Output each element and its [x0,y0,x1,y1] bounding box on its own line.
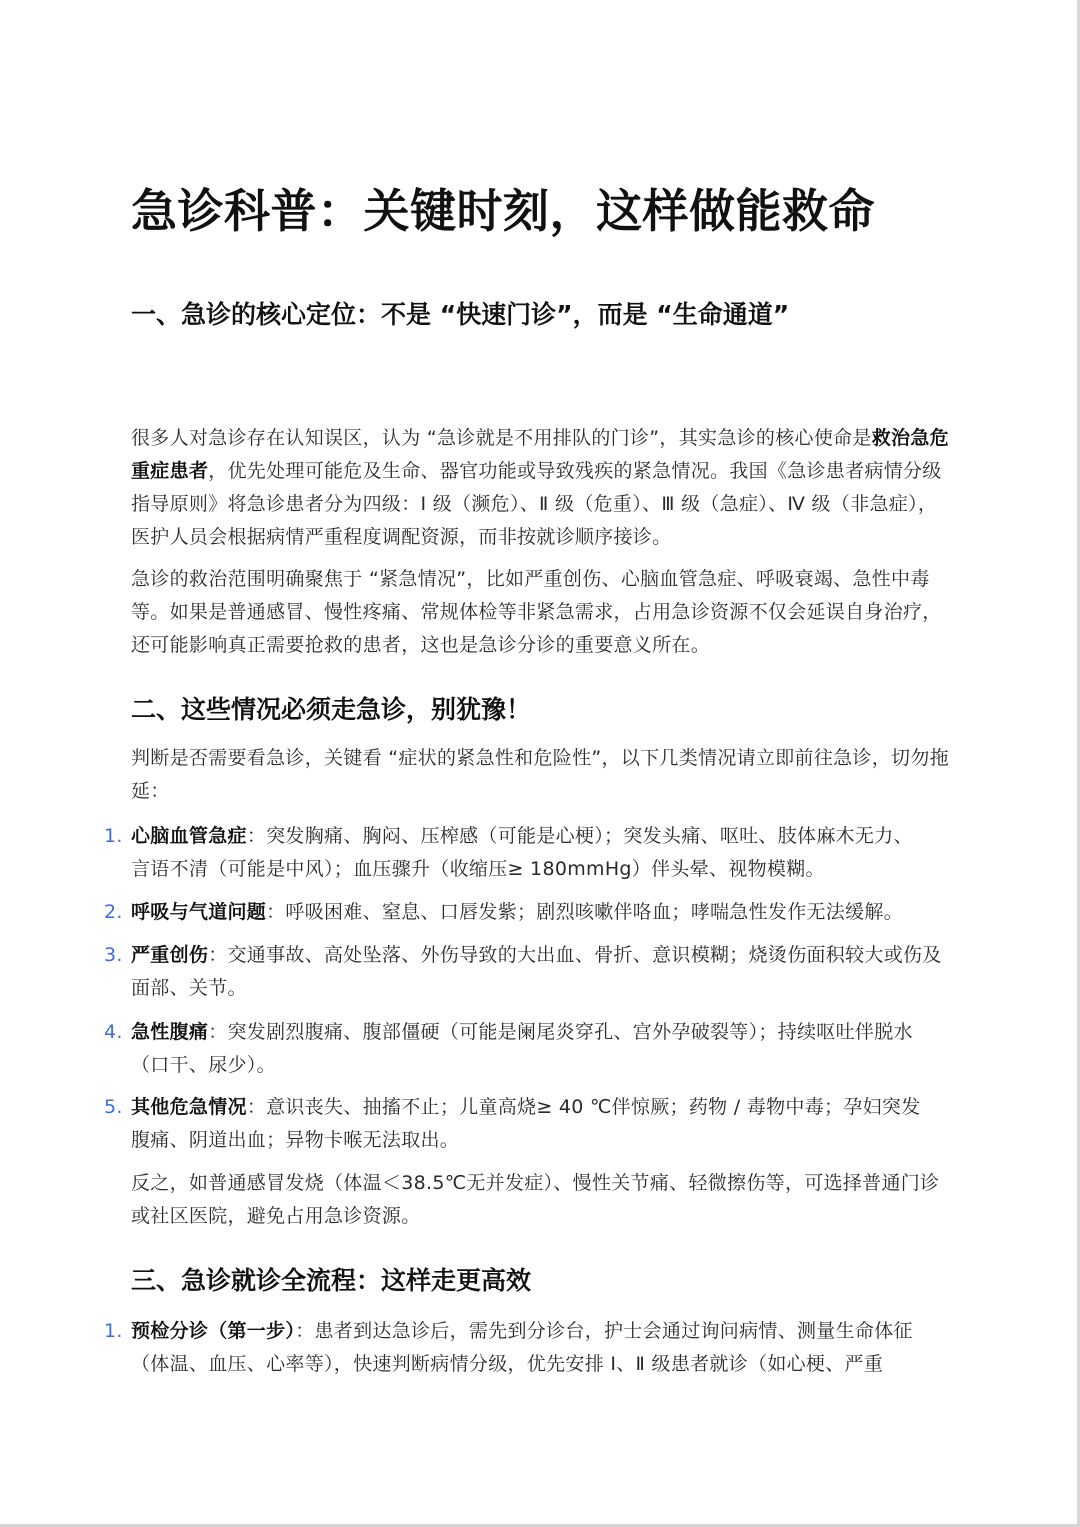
list-number: 1. [104,1320,123,1342]
list-item-lead: 急性腹痛 [131,1021,209,1043]
list-number: 5. [104,1096,123,1118]
list-item-text: ：突发胸痛、胸闷、压榨感（可能是心梗）；突发头痛、呕吐、肢体麻木无力、 [246,825,913,847]
section-1-paragraph-2: 急诊的救治范围明确聚焦于 “紧急情况”，比如严重创伤、心脑血管急症、呼吸衰竭、急性中毒等。如果是普通感冒、慢性疼痛、常规体检等非紧急需求，占用急诊资源不仅会延误自身治疗，还可能影响真正需要抢救的患者，这也是急诊分诊的重要意义所在。 [131,568,942,656]
paragraph-text: ，优先处理可能危及生命、器官功能或导致残疾的紧急情况。我国《急诊患者病情分级指导原则》将急诊患者分为四级：Ⅰ 级（濒危）、Ⅱ 级（危重）、Ⅲ 级（急症）、Ⅳ 级（非急症），医护人员会根据病情严重程度调配资源，而非按就诊顺序接诊。 [131,460,942,548]
paragraph-text: 很多人对急诊存在认知误区，认为 “急诊就是不用排队的门诊”，其实急诊的核心使命是 [131,427,872,449]
section-1-heading: 一、急诊的核心定位：不是 “快速门诊”，而是 “生命通道” [131,300,790,329]
section-3-heading: 三、急诊就诊全流程：这样走更高效 [131,1266,532,1295]
list-item-text: 腹痛、阴道出血；异物卡喉无法取出。 [131,1129,460,1151]
list-item-lead: 呼吸与气道问题 [131,901,267,923]
list-item [104,1091,951,1157]
emphasis-text: 救治急危重症患者 [131,427,949,482]
list-item-text: 言语不清（可能是中风）；血压骤升（收缩压≥ 180mmHg）伴头晕、视物模糊。 [131,858,825,880]
list-number: 4. [104,1021,123,1043]
list-item-text: ：呼吸困难、窒息、口唇发紫；剧烈咳嗽伴咯血；哮喘急性发作无法缓解。 [266,901,904,923]
list-item-lead: 心脑血管急症 [131,825,247,847]
list-item-text: （口干、尿少）。 [131,1054,276,1076]
list-item [104,820,951,886]
list-number: 3. [104,944,123,966]
list-item-text: ：交通事故、高处坠落、外伤导致的大出血、骨折、意识模糊；烧烫伤面积较大或伤及面部、关节。 [131,944,942,999]
list-item-lead: 预检分诊（第一步） [131,1320,296,1342]
list-item-text: ：突发剧烈腹痛、腹部僵硬（可能是阑尾炎穿孔、宫外孕破裂等）；持续呕吐伴脱水 [208,1021,913,1043]
list-item [104,1315,951,1381]
section-1-paragraph-1 [131,422,951,554]
list-item-text: （体温、血压、心率等），快速判断病情分级，优先安排 Ⅰ、Ⅱ 级患者就诊（如心梗、严重 [131,1353,884,1375]
section-2-outro: 反之，如普通感冒发烧（体温＜38.5℃无并发症）、慢性关节痛、轻微擦伤等，可选择普通门诊或社区医院，避免占用急诊资源。 [131,1172,940,1227]
list-item [104,896,951,929]
list-item [104,939,951,1005]
page-title: 急诊科普：关键时刻，这样做能救命 [131,184,875,238]
list-item-lead: 其他危急情况 [131,1096,247,1118]
section-2-intro: 判断是否需要看急诊，关键看 “症状的紧急性和危险性”，以下几类情况请立即前往急诊，切勿拖延： [131,747,949,802]
list-number: 1. [104,825,123,847]
list-item-text: ：意识丧失、抽搐不止；儿童高烧≥ 40 ℃伴惊厥；药物 / 毒物中毒；孕妇突发 [246,1096,921,1118]
list-item-text: ：患者到达急诊后，需先到分诊台，护士会通过询问病情、测量生命体征 [295,1320,913,1342]
list-item-lead: 严重创伤 [131,944,209,966]
list-item [104,1016,951,1082]
list-number: 2. [104,901,123,923]
section-2-heading: 二、这些情况必须走急诊，别犹豫！ [131,695,532,724]
